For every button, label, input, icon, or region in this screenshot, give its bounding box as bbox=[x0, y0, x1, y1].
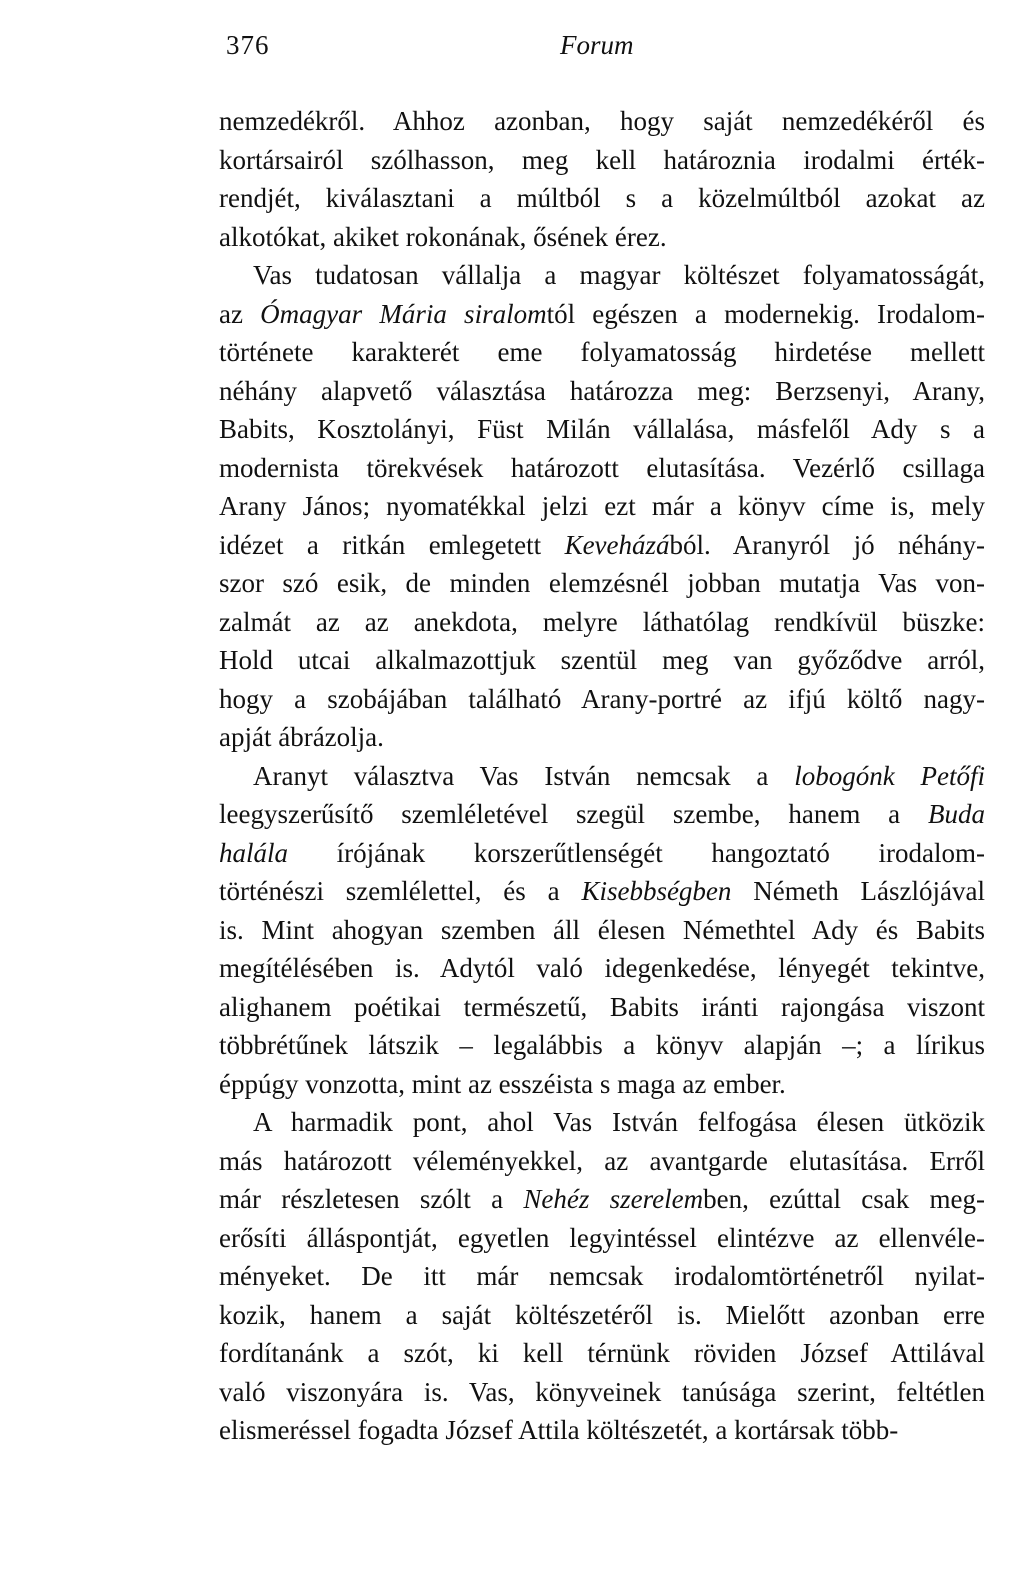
text-line: hogy a szobájában található Arany-portré az ifjú költő nagy- bbox=[219, 683, 985, 714]
text-line: megítélésében is. Adytól való idegenkedése, lényegét tekintve, bbox=[219, 953, 985, 983]
text-line: története karakterét eme folyamatosság hirdetése mellett bbox=[219, 337, 985, 367]
text-line: az Ómagyar Mária siralomtól egészen a modernekig. Irodalom- bbox=[219, 298, 985, 329]
text-line: éppúgy vonzotta, mint az esszéista s maga az ember. bbox=[219, 1068, 786, 1099]
text-line: szor szó esik, de minden elemzésnél jobban mutatja Vas von- bbox=[219, 568, 985, 598]
text-line: kortársairól szólhasson, meg kell határoznia irodalmi érték- bbox=[219, 144, 985, 175]
text-line: elismeréssel fogadta József Attila költészetét, a kortársak több- bbox=[219, 1415, 899, 1445]
text-line: fordítanánk a szót, ki kell térnünk röviden József Attilával bbox=[219, 1338, 985, 1368]
italic-title: lobogónk Petőfi bbox=[794, 760, 986, 791]
italic-title: Ómagyar Mária siralom bbox=[260, 298, 547, 329]
text-line: nemzedékről. Ahhoz azonban, hogy saját nemzedékéről és bbox=[219, 106, 985, 136]
text-line: erősíti álláspontját, egyetlen legyintéssel elintézve az ellenvéle- bbox=[219, 1222, 985, 1253]
text-line: zalmát az az anekdota, melyre láthatólag rendkívül büszke: bbox=[219, 606, 985, 637]
text-line: alighanem poétikai természetű, Babits iránti rajongása viszont bbox=[219, 991, 985, 1022]
text-line: A harmadik pont, ahol Vas István felfogása élesen ütközik bbox=[253, 1107, 985, 1137]
text-line: is. Mint ahogyan szemben áll élesen Némethtel Ady és Babits bbox=[219, 914, 985, 945]
text-line: kozik, hanem a saját költészetéről is. Mielőtt azonban erre bbox=[219, 1299, 985, 1330]
text-line: Aranyt választva Vas István nemcsak a lobogónk Petőfi bbox=[253, 760, 986, 791]
text-line: rendjét, kiválasztani a múltból s a közelmúltból azokat az bbox=[219, 183, 985, 213]
text-line: Babits, Kosztolányi, Füst Milán vállalása, másfelől Ady s a bbox=[219, 414, 985, 444]
text-line: idézet a ritkán emlegetett Keveházából. Aranyról jó néhány- bbox=[219, 529, 985, 560]
text-line: halála írójának korszerűtlenségét hangoztató irodalom- bbox=[219, 837, 985, 868]
italic-title: halála bbox=[219, 837, 289, 868]
text-line: apját ábrázolja. bbox=[219, 722, 384, 752]
text-line: Vas tudatosan vállalja a magyar költészet folyamatosságát, bbox=[253, 260, 985, 290]
italic-title: Kisebbségben bbox=[581, 876, 732, 906]
text-line: való viszonyára is. Vas, könyveinek tanúsága szerint, feltétlen bbox=[219, 1376, 985, 1407]
italic-title: Nehéz szerelem bbox=[523, 1184, 704, 1214]
italic-title: Keveházá bbox=[564, 529, 670, 560]
text-line: Hold utcai alkalmazottjuk szentül meg van győződve arról, bbox=[219, 645, 985, 675]
text-line: Arany János; nyomatékkal jelzi ezt már a könyv címe is, mely bbox=[219, 491, 985, 521]
text-line: alkotókat, akiket rokonának, ősének érez. bbox=[219, 221, 667, 252]
text-line: már részletesen szólt a Nehéz szerelemben, ezúttal csak meg- bbox=[219, 1184, 985, 1214]
text-line: történészi szemlélettel, és a Kisebbségben Németh Lászlójával bbox=[219, 876, 985, 906]
text-line: ményeket. De itt már nemcsak irodalomtörténetről nyilat- bbox=[219, 1261, 985, 1291]
text-line: leegyszerűsítő szemléletével szegül szembe, hanem a Buda bbox=[219, 799, 985, 829]
page-header bbox=[226, 30, 986, 66]
running-title: Forum bbox=[560, 30, 634, 60]
italic-title: Buda bbox=[928, 799, 985, 829]
text-line: modernista törekvések határozott elutasítása. Vezérlő csillaga bbox=[219, 452, 985, 483]
page-number: 376 bbox=[226, 30, 270, 60]
text-body bbox=[219, 102, 985, 1450]
text-line: néhány alapvető választása határozza meg: Berzsenyi, Arany, bbox=[219, 375, 985, 406]
text-line: más határozott véleményekkel, az avantgarde elutasítása. Erről bbox=[219, 1145, 985, 1176]
text-line: többrétűnek látszik – legalábbis a könyv alapján –; a lírikus bbox=[219, 1030, 985, 1060]
